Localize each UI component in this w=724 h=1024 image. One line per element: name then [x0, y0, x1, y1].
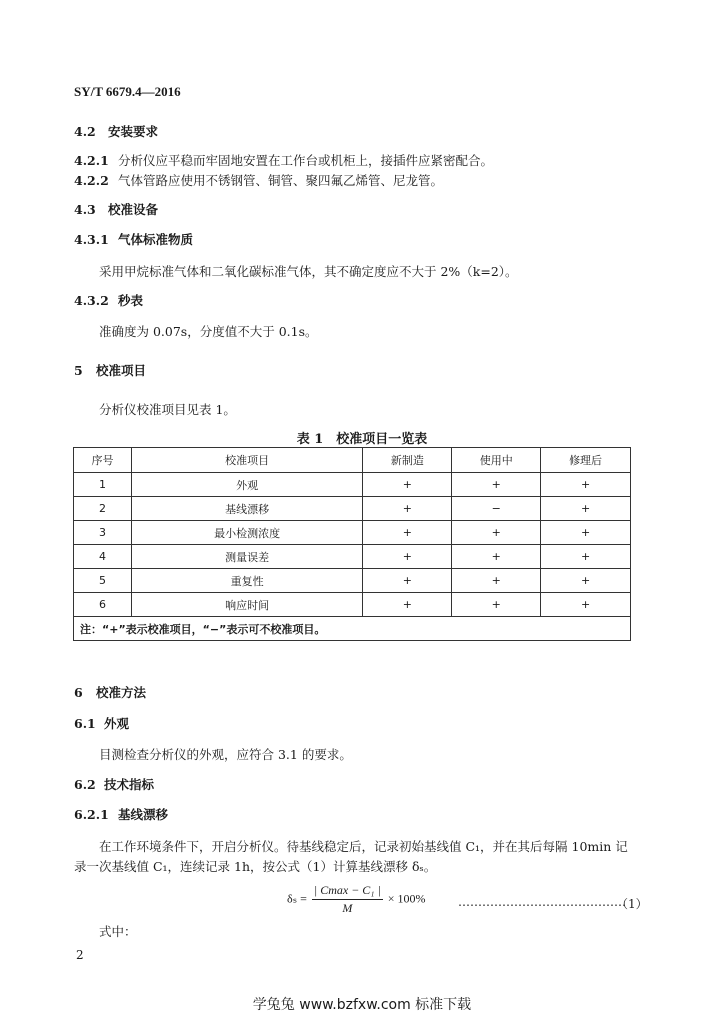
table-cell: 重复性	[131, 569, 363, 593]
formula-denominator: M	[342, 901, 353, 915]
table-cell: +	[541, 497, 631, 521]
section-4-3-heading	[74, 200, 158, 218]
section-5-heading	[74, 361, 146, 379]
table-caption: 表 1 校准项目一览表	[296, 432, 428, 447]
table-row	[74, 473, 631, 497]
section-title: 气体标准物质	[118, 232, 194, 247]
table-cell: +	[363, 473, 452, 497]
table-row	[74, 521, 631, 545]
section-number: 6.2.1	[74, 807, 109, 822]
table-row	[74, 569, 631, 593]
table-cell: +	[363, 569, 452, 593]
section-6-heading	[74, 683, 146, 701]
table-cell: +	[452, 545, 541, 569]
table-cell: 外观	[131, 473, 363, 497]
table-cell: +	[452, 521, 541, 545]
header-cell: 使用中	[452, 448, 541, 473]
table-cell: 5	[74, 569, 132, 593]
section-number: 4.2	[74, 124, 96, 139]
table-cell: +	[541, 473, 631, 497]
table-cell: +	[541, 545, 631, 569]
section-title: 校准设备	[108, 202, 159, 217]
table-cell: 基线漂移	[131, 497, 363, 521]
table-cell: 1	[74, 473, 132, 497]
formula-leader-dots: ……………………………………	[458, 895, 626, 909]
formula-lhs: δₛ =	[287, 891, 307, 906]
table-cell: −	[452, 497, 541, 521]
section-title: 校准项目	[96, 363, 147, 378]
table-note-row	[74, 617, 631, 641]
clause-text: 气体管路应使用不锈钢管、铜管、聚四氟乙烯管、尼龙管。	[118, 173, 444, 188]
table-cell: +	[452, 593, 541, 617]
table-cell: +	[541, 569, 631, 593]
table-cell: +	[363, 545, 452, 569]
paragraph-6-2-1-line2: 录一次基线值 C₁，连续记录 1h，按公式（1）计算基线漂移 δₛ。	[74, 859, 437, 874]
section-number: 4.3.1	[74, 232, 109, 247]
table-cell: 最小检测浓度	[131, 521, 363, 545]
table-row	[74, 593, 631, 617]
paragraph-4-3-2: 准确度为 0.07s，分度值不大于 0.1s。	[99, 324, 318, 339]
clause-number: 4.2.2	[74, 173, 109, 188]
header-cell: 校准项目	[131, 448, 363, 473]
paragraph-4-3-1: 采用甲烷标准气体和二氧化碳标准气体，其不确定度应不大于 2%（k=2）。	[99, 264, 518, 279]
section-number: 5	[74, 363, 83, 378]
section-4-3-2-heading	[74, 291, 143, 309]
table-cell: 2	[74, 497, 132, 521]
header-cell: 序号	[74, 448, 132, 473]
table-cell: +	[363, 593, 452, 617]
section-number: 6.1	[74, 716, 96, 731]
section-4-2-heading	[74, 122, 158, 140]
page-number: 2	[76, 948, 84, 962]
section-title: 安装要求	[108, 124, 159, 139]
table-header-row	[74, 448, 631, 473]
formula-fraction	[312, 883, 383, 916]
table-cell: 3	[74, 521, 132, 545]
paragraph-6-1: 目测检查分析仪的外观，应符合 3.1 的要求。	[99, 747, 352, 762]
formula-number: （1）	[616, 897, 648, 911]
where-label: 式中：	[99, 924, 137, 939]
footer-watermark: 学兔兔 www.bzfxw.com 标准下载	[252, 997, 472, 1013]
clause-4-2-2	[74, 171, 443, 189]
clause-number: 4.2.1	[74, 153, 109, 168]
section-title: 外观	[104, 716, 130, 731]
clause-text: 分析仪应平稳而牢固地安置在工作台或机柜上，接插件应紧密配合。	[118, 153, 494, 168]
table-cell: 响应时间	[131, 593, 363, 617]
table-cell: +	[541, 593, 631, 617]
formula-rhs: × 100%	[387, 891, 426, 906]
section-6-2-heading	[74, 775, 154, 793]
table-row	[74, 545, 631, 569]
table-cell: +	[452, 473, 541, 497]
table-row	[74, 497, 631, 521]
formula-numerator: | Cmax − C₁ |	[312, 883, 383, 900]
section-number: 4.3	[74, 202, 96, 217]
table-cell: 6	[74, 593, 132, 617]
section-6-2-1-heading	[74, 805, 168, 823]
section-number: 4.3.2	[74, 293, 109, 308]
section-6-1-heading	[74, 714, 129, 732]
table-cell: +	[541, 521, 631, 545]
paragraph-6-2-1-line1: 在工作环境条件下，开启分析仪。待基线稳定后，记录初始基线值 C₁，并在其后每隔 10min 记	[99, 839, 628, 854]
calibration-items-table	[73, 447, 631, 641]
table-cell: +	[363, 497, 452, 521]
document-header: SY/T 6679.4—2016	[74, 84, 181, 99]
paragraph-5: 分析仪校准项目见表 1。	[99, 402, 236, 417]
section-title: 校准方法	[96, 685, 147, 700]
section-number: 6	[74, 685, 83, 700]
section-4-3-1-heading	[74, 230, 193, 248]
table-cell: +	[452, 569, 541, 593]
formula-1	[287, 883, 426, 916]
table-cell: +	[363, 521, 452, 545]
section-title: 基线漂移	[118, 807, 169, 822]
table-note: 注：“+”表示校准项目，“−”表示可不校准项目。	[74, 617, 631, 641]
table-cell: 4	[74, 545, 132, 569]
header-cell: 新制造	[363, 448, 452, 473]
table-cell: 测量误差	[131, 545, 363, 569]
section-title: 秒表	[118, 293, 144, 308]
section-title: 技术指标	[104, 777, 155, 792]
header-cell: 修理后	[541, 448, 631, 473]
section-number: 6.2	[74, 777, 96, 792]
clause-4-2-1	[74, 151, 493, 169]
